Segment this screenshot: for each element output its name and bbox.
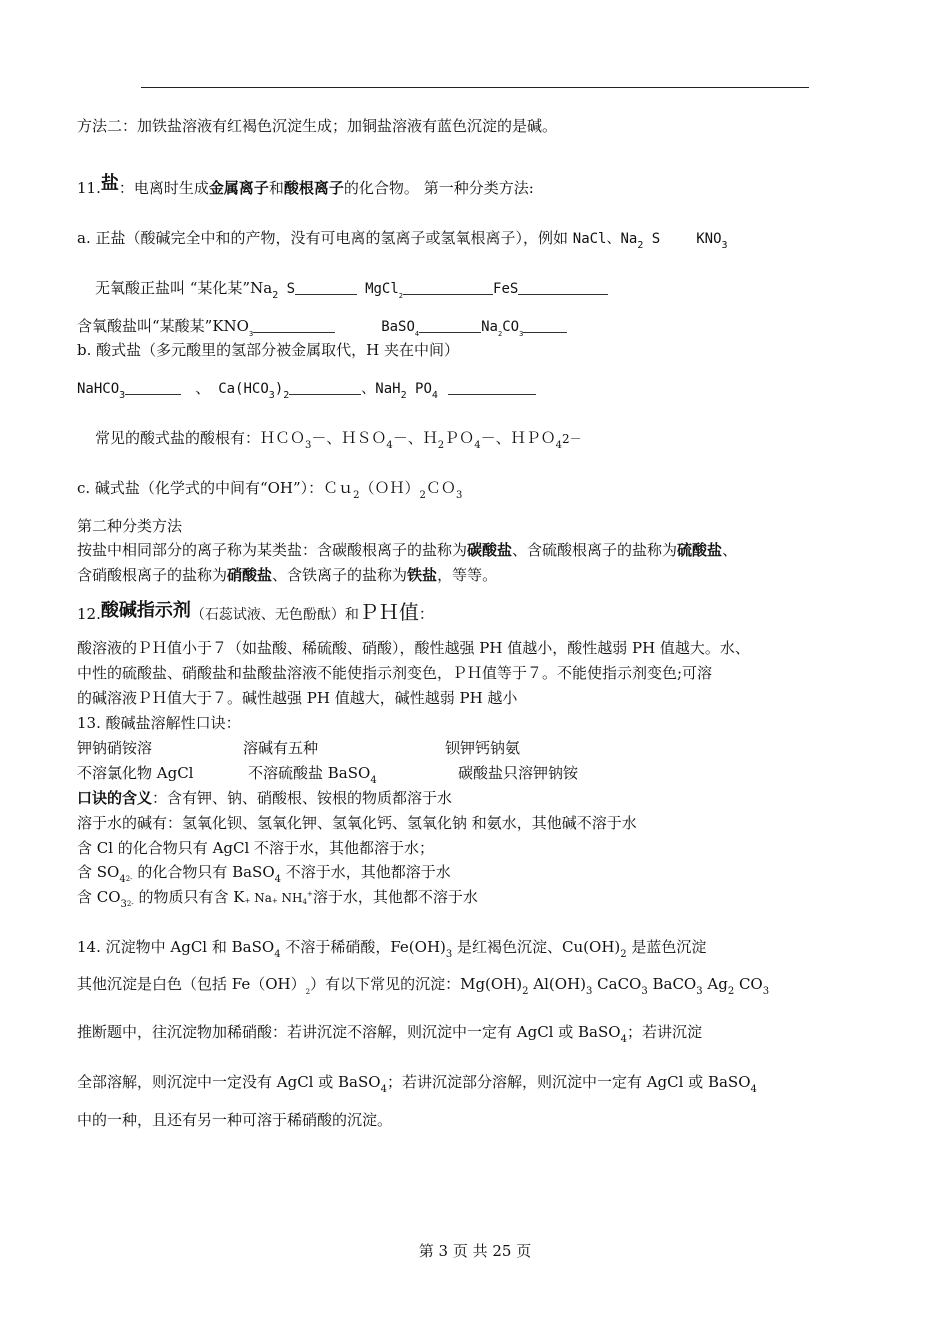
- rhyme-row-1-col-2: 溶碱有五种: [243, 739, 319, 757]
- salt-title: 盐: [100, 173, 119, 194]
- second-method-line-1: 按盐中相同部分的离子称为某类盐：含碳酸根离子的盐称为碳酸盐、含硫酸根离子的盐称为硫酸盐、: [77, 541, 738, 559]
- precipitate-line-1: 14. 沉淀物中 AgCl 和 BaSO$_4$ 不溶于稀硝酸，$Fe(OH)_3$ 是红褐色沉淀、$Cu(OH)_2$ 是蓝色沉淀: [77, 938, 707, 960]
- precipitate-line-5: 中的一种，且还有另一种可溶于稀硝酸的沉淀。: [77, 1111, 393, 1129]
- normal-salt-line: a. 正盐（酸碱完全中和的产物，没有可电离的氢离子或氢氧根离子），例如 NaCl、$Na_2$ S $KNO_3$: [77, 229, 728, 251]
- rhyme-row-1-col-1: 钾钠硝铵溶: [77, 739, 153, 757]
- blank-nah2po4[interactable]: [448, 380, 536, 395]
- sulfate-line: 含 $SO_{42-}$ 的化合物只有 BaSO$_4$ 不溶于水，其他都溶于水: [77, 863, 451, 885]
- second-method-title: 第二种分类方法: [77, 517, 183, 535]
- precipitate-line-4: 全部溶解，则沉淀中一定没有 AgCl 或 BaSO$_4$；若讲沉淀部分溶解，则沉淀中一定有 AgCl 或 BaSO$_4$: [77, 1073, 757, 1095]
- rhyme-row-1-col-3: 钡钾钙钠氨: [445, 739, 521, 757]
- method-two-line: 方法二：加铁盐溶液有红褐色沉淀生成；加铜盐溶液有蓝色沉淀的是碱。: [77, 117, 558, 135]
- oxy-salt-line: 含氧酸盐叫“某酸某$”KNO_3$ BaSO$_4$ $Na_2CO_3$: [77, 316, 567, 339]
- oxygen-free-salt-line: 无氧酸正盐叫 “某化某$”Na_2$ S MgCl$_2$ FeS: [95, 278, 608, 301]
- ph-line-1: 酸溶液的ＰＨ值小于７（如盐酸、稀硫酸、硝酸），酸性越强 PH 值越小，酸性越弱 PH 值越大。水、: [77, 639, 750, 657]
- acid-salt-formulas: NaHCO$_3$ 、 $Ca(HCO_3)_2$ 、NaH$_2$ $PO_4$: [77, 378, 536, 401]
- header-rule: [141, 87, 809, 88]
- ph-line-3: 的碱溶液ＰＨ值大于７。碱性越强 PH 值越大，碱性越弱 PH 越小: [77, 689, 518, 707]
- soluble-bases-line: 溶于水的碱有：氢氧化钡、氢氧化钾、氢氧化钙、氢氧化钠 和氨水，其他碱不溶于水: [77, 814, 637, 832]
- blank-mgcl2[interactable]: [403, 280, 493, 295]
- blank-kno3[interactable]: [253, 318, 335, 333]
- blank-na2s[interactable]: [295, 280, 357, 295]
- section-12-heading: 12.酸碱指示剂（石蕊试液、无色酚酞）和ＰＨ值：: [77, 600, 434, 624]
- metal-ion-term: 金属离子: [208, 179, 269, 197]
- precipitate-line-3: 推断题中，往沉淀物加稀硝酸：若讲沉淀不溶解，则沉淀中一定有 AgCl 或 BaSO$_4$；若讲沉淀: [77, 1023, 702, 1045]
- blank-nahco3[interactable]: [125, 380, 181, 395]
- blank-cahco3[interactable]: [289, 380, 361, 395]
- blank-na2co3[interactable]: [523, 318, 567, 333]
- acid-salt-heading: b. 酸式盐（多元酸里的氢部分被金属取代，H 夹在中间）: [77, 341, 459, 359]
- rhyme-row-2-col-2: 不溶硫酸盐 BaSO$_4$: [248, 764, 377, 786]
- page-footer: 第 3 页 共 25 页: [418, 1242, 532, 1260]
- acid-radicals-line: 常见的酸式盐的酸根有：ＨＣＯ$_3$－、ＨＳＯ$_4$－、Ｈ$_2$ＰＯ$_4$－、ＨＰＯ$_4$2－: [95, 429, 582, 451]
- section-13-heading: 13. 酸碱盐溶解性口诀：: [77, 714, 241, 732]
- carbonate-line: 含 $CO_{32-}$ 的物质只有含 K+ Na+ NH4+溶于水，其他都不溶于水: [77, 888, 478, 910]
- blank-fes[interactable]: [518, 280, 608, 295]
- second-method-line-2: 含硝酸根离子的盐称为硝酸盐、含铁离子的盐称为铁盐，等等。: [77, 566, 498, 584]
- rhyme-meaning: 口诀的含义：含有钾、钠、硝酸根、铵根的物质都溶于水: [77, 789, 453, 807]
- rhyme-row-2-col-3: 碳酸盐只溶钾钠铵: [458, 764, 579, 782]
- blank-baso4[interactable]: [419, 318, 481, 333]
- section-11-heading: 11.盐：电离时生成金属离子和酸根离子的化合物。 第一种分类方法:: [77, 173, 534, 197]
- basic-salt-line: c. 碱式盐（化学式的中间有“OH”）：$Cu_2(OH)_2CO_3$: [77, 479, 463, 501]
- precipitate-line-2: 其他沉淀是白色（包括 $Fe(OH)_2$）有以下常见的沉淀：$Mg(OH)_2$ $Al(OH)_3$ CaCO$_3$ BaCO$_3$ $Ag_2$ $CO_3$: [77, 975, 770, 997]
- acid-radical-term: 酸根离子: [283, 179, 344, 197]
- ph-line-2: 中性的硫酸盐、硝酸盐和盐酸盐溶液不能使指示剂变色，ＰＨ值等于７。不能使指示剂变色;可溶: [77, 664, 713, 682]
- chloride-line: 含 Cl 的化合物只有 AgCl 不溶于水，其他都溶于水；: [77, 839, 435, 857]
- rhyme-row-2-col-1: 不溶氯化物 AgCl: [77, 764, 194, 782]
